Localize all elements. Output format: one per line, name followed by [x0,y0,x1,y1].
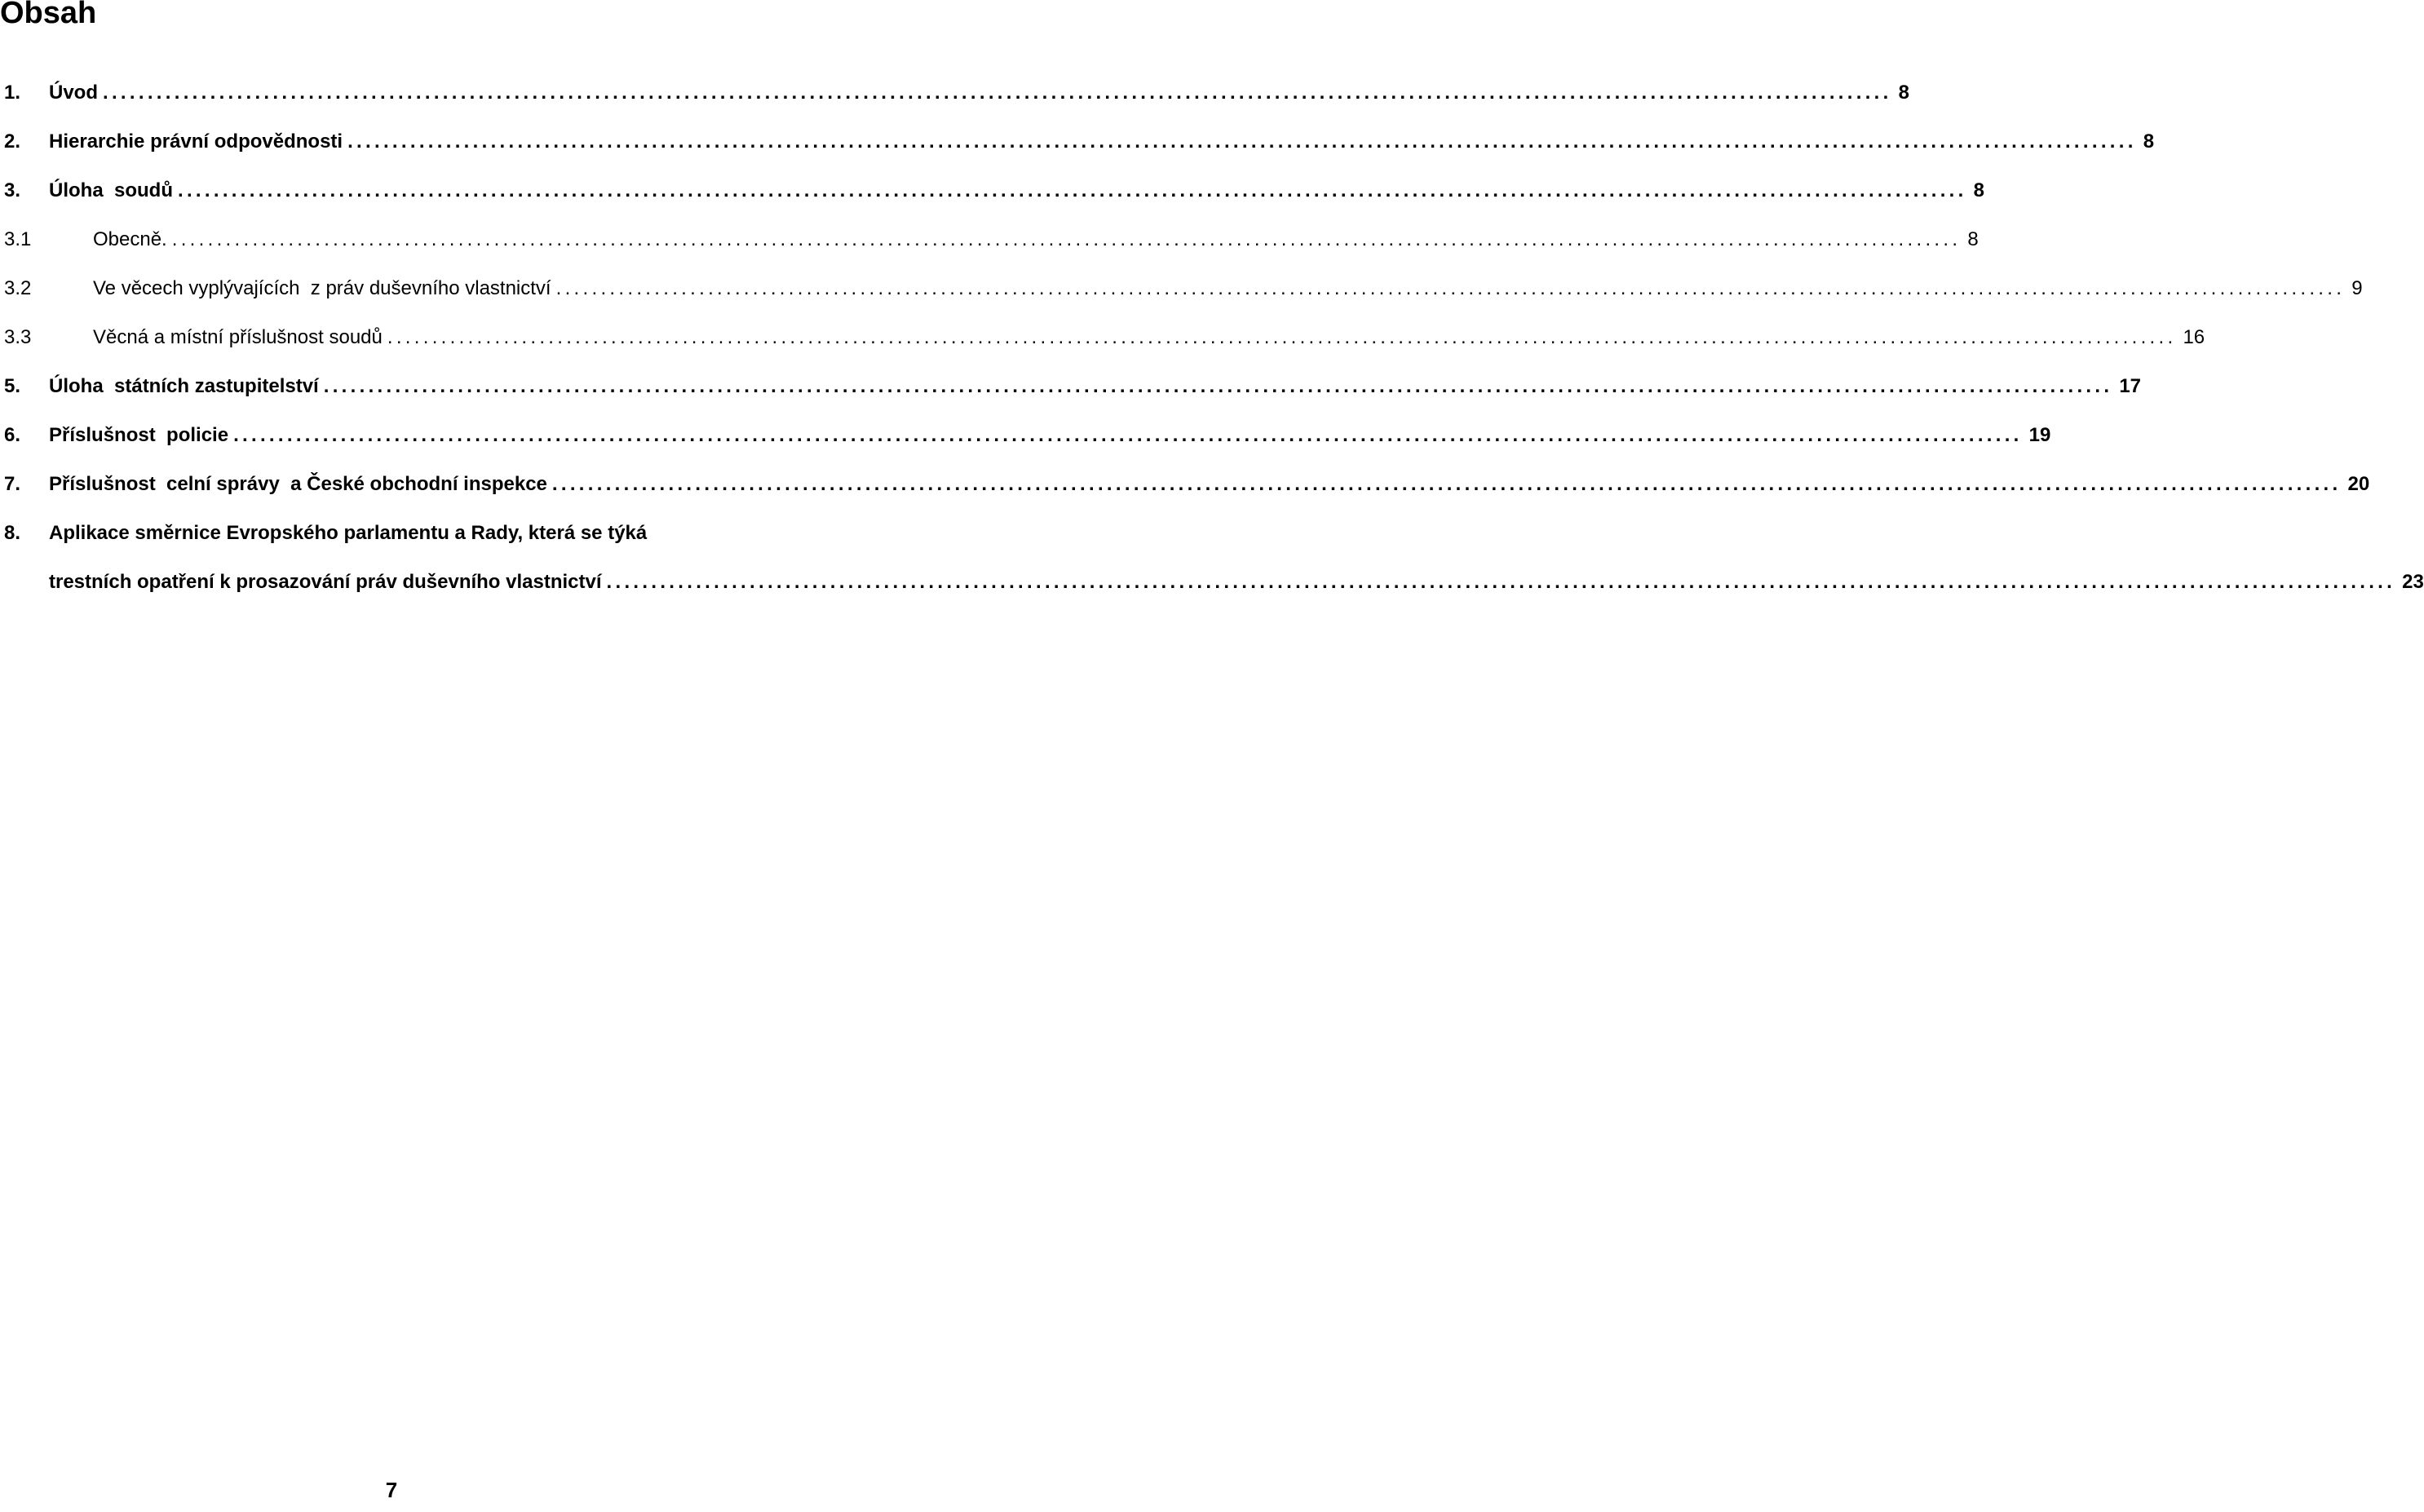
toc-entry-number: 3. [4,179,21,201]
toc-entry-number: 3.3 [4,326,32,348]
dot-leader: ........................................................................................................................................................................................................ [387,326,2177,348]
toc-entry-page: 8 [2143,130,2155,153]
toc-entry-number: 7. [4,473,21,495]
toc-entry-1[interactable] [4,78,1909,127]
toc-entry-number: 2. [4,130,21,153]
toc-entry-page: 19 [2028,424,2051,446]
toc-entry-page: 8 [1898,82,1909,104]
toc-entry-title: Hierarchie právní odpovědnosti [49,130,343,153]
toc-entry-page: 8 [1973,179,1984,201]
dot-leader: ........................................................................................................................................................................................................ [323,375,2113,397]
toc-entry-title: Úloha soudů [49,179,173,201]
toc-entry-title-line-2: trestních opatření k prosazování práv duševního vlastnictví [49,571,602,593]
toc-entry-3-1[interactable] [4,225,1979,274]
dot-leader: ........................................................................................................................................................................................................ [551,473,2342,495]
toc-entry-number: 8. [4,522,21,544]
toc-entry-2[interactable] [4,127,2155,176]
toc-entry-title: Příslušnost celní správy a České obchodní inspekce [49,473,547,495]
toc-entry-3-2[interactable] [4,274,2363,323]
toc-entry-number: 6. [4,424,21,446]
toc-entry-6[interactable] [4,421,2051,470]
toc-entry-8-continued[interactable] [4,568,2424,617]
toc-entry-7[interactable] [4,470,2370,519]
dot-leader: ........................................................................................................................................................................................................ [171,228,1962,250]
dot-leader: ........................................................................................................................................................................................................ [103,82,1892,104]
page-number-footer: 7 [385,1478,398,1502]
toc-entry-5[interactable] [4,372,2142,421]
toc-entry-number: 3.1 [4,228,32,250]
toc-entry-3-3[interactable] [4,323,2205,372]
toc-entry-title-line-1: Aplikace směrnice Evropského parlamentu a Rady, která se týká [49,522,648,544]
page-title: Obsah [0,0,97,30]
table-of-contents [4,78,2424,617]
toc-entry-title: Obecně. [93,228,167,250]
toc-entry-page: 9 [2351,277,2363,299]
toc-entry-title: Věcná a místní příslušnost soudů [93,326,383,348]
dot-leader: ........................................................................................................................................................................................................ [606,571,2396,593]
toc-entry-title: Úvod [49,82,98,104]
dot-leader: ........................................................................................................................................................................................................ [178,179,1967,201]
toc-entry-page: 23 [2402,571,2424,593]
dot-leader: ........................................................................................................................................................................................................ [233,424,2023,446]
toc-entry-number: 1. [4,82,21,104]
toc-entry-page: 20 [2347,473,2370,495]
toc-entry-title: Úloha státních zastupitelství [49,375,319,397]
toc-entry-number: 5. [4,375,21,397]
toc-entry-3[interactable] [4,176,1984,225]
dot-leader: ........................................................................................................................................................................................................ [347,130,2137,153]
toc-entry-number: 3.2 [4,277,32,299]
toc-entry-8[interactable] [4,519,783,568]
toc-entry-page: 8 [1967,228,1979,250]
toc-entry-title: Příslušnost policie [49,424,229,446]
toc-entry-page: 17 [2119,375,2142,397]
dot-leader: ........................................................................................................................................................................................................ [555,277,2346,299]
toc-entry-page: 16 [2183,326,2205,348]
toc-entry-title: Ve věcech vyplývajících z práv duševního vlastnictví [93,277,551,299]
